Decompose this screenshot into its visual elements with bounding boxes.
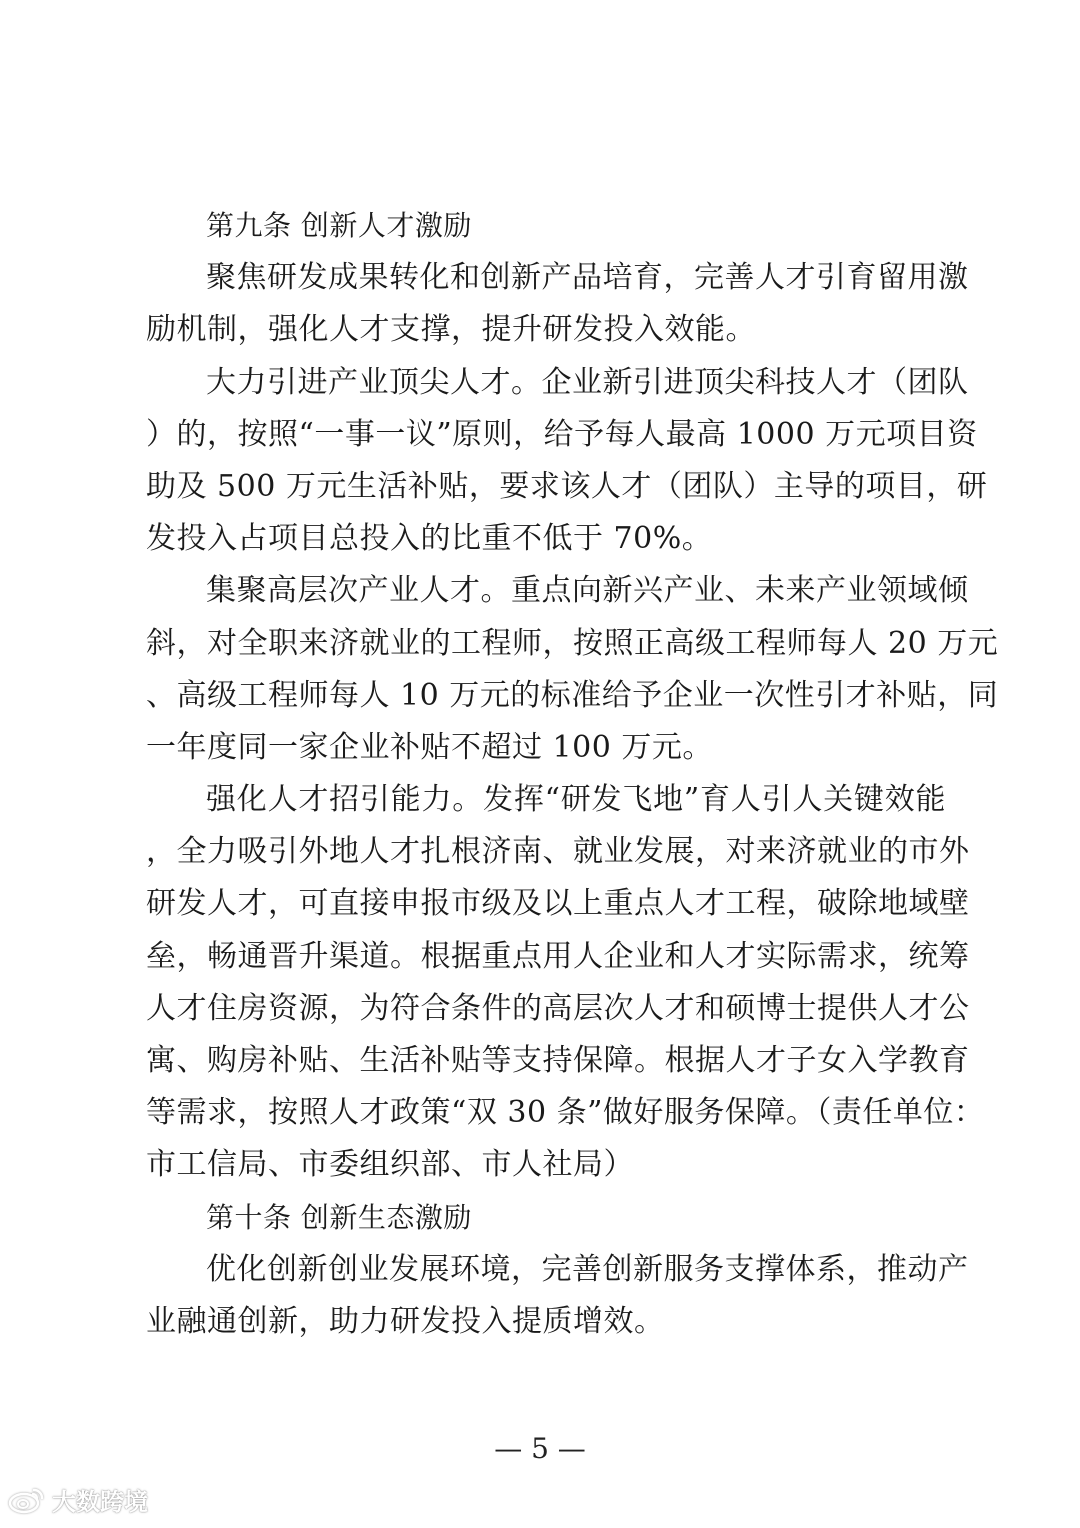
text-line: 市工信局、市委组织部、市人社局） [146, 1147, 634, 1183]
watermark-text: 大数跨境 [52, 1487, 148, 1516]
page-number: — 5 — [494, 1432, 586, 1465]
watermark [8, 1482, 148, 1516]
section-heading: 第十条 创新生态激励 [206, 1200, 472, 1234]
text-line: 垒，畅通晋升渠道。根据重点用人企业和人才实际需求，统筹 [146, 938, 970, 974]
text-line: 聚焦研发成果转化和创新产品培育，完善人才引育留用激 [206, 260, 969, 296]
text-line: 集聚高层次产业人才。重点向新兴产业、未来产业领域倾 [206, 573, 969, 609]
text-line: 等需求，按照人才政策“双 30 条”做好服务保障。（责任单位： [146, 1095, 985, 1131]
text-line: 业融通创新，助力研发投入提质增效。 [146, 1303, 665, 1339]
text-line: 一年度同一家企业补贴不超过 100 万元。 [146, 729, 713, 765]
text-line: 发投入占项目总投入的比重不低于 70%。 [146, 521, 713, 557]
text-line: 优化创新创业发展环境，完善创新服务支撑体系，推动产 [206, 1251, 969, 1287]
text-line: 人才住房资源，为符合条件的高层次人才和硕博士提供人才公 [146, 990, 970, 1026]
weibo-logo-icon [8, 1484, 46, 1514]
text-line: 、高级工程师每人 10 万元的标准给予企业一次性引才补贴，同 [146, 677, 999, 713]
section-heading: 第九条 创新人才激励 [206, 209, 472, 242]
text-line: ，全力吸引外地人才扎根济南、就业发展，对来济就业的市外 [146, 834, 970, 870]
text-line: 研发人才，可直接申报市级及以上重点人才工程，破除地域壁 [146, 886, 970, 922]
text-line: 励机制，强化人才支撑，提升研发投入效能。 [146, 312, 756, 348]
document-body [146, 200, 999, 1348]
text-line: 大力引进产业顶尖人才。企业新引进顶尖科技人才（团队 [206, 364, 969, 400]
text-line: 寓、购房补贴、生活补贴等支持保障。根据人才子女入学教育 [146, 1043, 970, 1078]
text-line: 强化人才招引能力。发挥“研发飞地”育人引人关键效能 [206, 782, 946, 818]
text-line: ）的，按照“一事一议”原则，给予每人最高 1000 万元项目资 [146, 416, 978, 452]
text-line: 斜，对全职来济就业的工程师，按照正高级工程师每人 20 万元 [146, 625, 999, 661]
text-line: 助及 500 万元生活补贴，要求该人才（团队）主导的项目，研 [146, 468, 988, 504]
